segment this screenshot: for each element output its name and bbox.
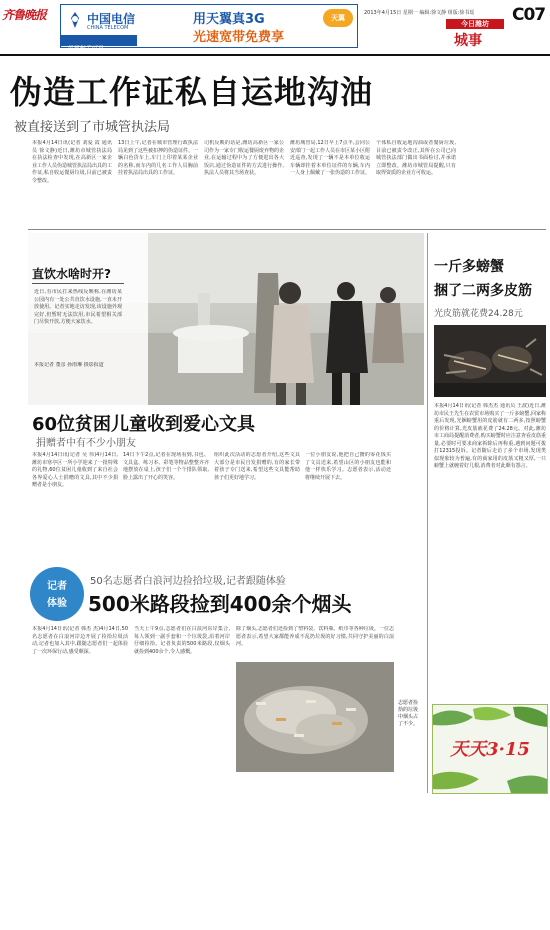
lead-column-2: 13日上午,记者在城市管理行政执法局见到了这些被扣押的伪造证件。一辆白色货车上,车门上印着某某企业的名称,而车内的几名工作人员胸前挂着执法局出具的工作证。 (118, 140, 198, 176)
lead-bottom-rule (28, 229, 546, 230)
ad-brand-en: CHINA TELECOM (87, 25, 129, 31)
ad-headline: 用天翼真3G (193, 12, 265, 27)
consumer-rights-ad[interactable] (432, 704, 548, 794)
lead-subhead: 被直接送到了市城管执法局 (14, 120, 171, 135)
issue-date: 2013年4月15日 星期一 编辑:徐文静 组版:徐书瑶 (364, 10, 475, 16)
story2-column-4: 一位小朋友说,他把自己攒的零花钱买了文具送来,希望山区的小朋友也能和他一样快乐学习。志愿者表示,活动还将继续开展下去。 (305, 452, 391, 481)
ad-slogan-bar (61, 35, 137, 52)
newspaper-logo (2, 4, 58, 24)
ad-brand-cn: 中国电信 (87, 12, 136, 26)
story3-column-2: 当天上午9点,志愿者们在白浪河东岸集合,每人领到一副手套和一个垃圾袋,沿着河岸仔细捡拾。记者负责的500米路段,仅烟头就捡到400余个,令人感慨。 (134, 626, 230, 655)
telecom-ad[interactable] (60, 4, 358, 52)
water-feature-title: 直饮水啥时开? (32, 267, 111, 281)
section-title: 城事 (454, 33, 482, 49)
water-feature-rule (32, 283, 124, 284)
story3-column-3: 除了烟头,志愿者们还捡到了塑料袋、饮料瓶、纸巾等各种垃圾。一位志愿者表示,希望大家都能养成不乱扔垃圾的好习惯,共同守护美丽的白浪河。 (236, 626, 394, 647)
story3-column-1: 本报4月14日讯(记者 韩杰 杰)4月14日,50名志愿者在白浪河岸边开展了捡拾垃圾活动,记者也加入其中,跟随志愿者们一起体验了一次环保行动,感受颇深。 (32, 626, 128, 655)
story2-subtitle: 捐赠者中有不少小朋友 (36, 438, 136, 449)
cigarette-photo-caption: 志愿者捡拾的垃圾中烟头占了不少。 (398, 700, 419, 727)
crab-subtitle: 光皮筋就花费24.28元 (434, 309, 523, 319)
lead-column-5: 个体私自收运地沟油或者餐厨垃圾,目前已被责令改正,其所在公司已向城管执法部门做出书面检讨,并承诺立即整改。潍坊市城管局提醒,只有取得资质的企业方可收运。 (376, 140, 456, 176)
story3-title: 500米路段捡到400余个烟头 (88, 592, 352, 616)
tianyi-label: 天翼 (331, 14, 345, 22)
story2-column-1: 本报4月14日讯(记者 吴 伟)4月14日,潍坊市寒亭区一所小学迎来了一批特殊的礼物,60位贫困儿童收到了来自社会各界爱心人士捐赠的文具,其中不少捐赠者是小朋友。 (32, 452, 118, 488)
badge-top-text: 记者 (47, 581, 67, 592)
story2-column-3: 组织此次活动的志愿者介绍,这些文具大部分是市民自发捐赠的,有的家长带着孩子专门送来,希望这些文具能帮助孩子们更好地学习。 (214, 452, 300, 481)
crab-title-line2: 捆了二两多皮筋 (434, 283, 532, 299)
masthead-rule (0, 54, 550, 56)
story2-title: 60位贫困儿童收到爱心文具 (32, 414, 256, 435)
ad-slogan: 世界触手可及 (67, 45, 104, 52)
section-tag (446, 19, 504, 29)
consumer-rights-ad-text: 天天3·15 (450, 739, 530, 760)
right-column-divider (427, 233, 428, 793)
telecom-logo-icon (65, 10, 85, 30)
story3-kicker: 50名志愿者白浪河边捡拾垃圾,记者跟随体验 (90, 576, 286, 587)
lead-headline: 伪造工作证私自运地沟油 (10, 73, 374, 111)
section-tag-label: 今日潍坊 (461, 20, 489, 28)
ad-subline: 光速宽带免费享 (193, 30, 285, 45)
tianyi-badge (323, 9, 353, 27)
water-feature-credit: 本报记者 董彦 孙雨琳 摄影报道 (34, 362, 104, 368)
crab-body: 本报4月14日讯(记者 韩杰杰 通讯员 王波)近日,潍坊市民王先生在农贸市场购买了一斤多螃蟹,回家称重后发现,光捆螃蟹用的皮筋就有二两多,按照螃蟹的价格计算,光皮筋就花费了24.28元。对此,潍坊市工商局提醒消费者,购买螃蟹时应注意查看皮筋重量,必要时可要求商家拆除后再称重,遇到问题可拨打12315投诉。记者随后走访了多个市场,发现类似现象较为普遍,有的商家用的皮筋又粗又厚,一只螃蟹上就缠着好几根,消费者对此颇有怨言。 (434, 403, 546, 469)
page-number: C07 (512, 5, 546, 25)
logo-text: 齐鲁晚报 (2, 8, 47, 22)
crab-title-line1: 一斤多螃蟹 (434, 259, 504, 275)
cigarette-butts-photo (236, 662, 394, 772)
reporter-badge (30, 567, 84, 621)
crab-photo (434, 325, 546, 397)
story2-column-2: 14日下午2点,记者在现场看到,书包、文具盒、练习本、彩笔等物品整整齐齐地摆放在桌上,孩子们一个个排队领取,脸上露出了开心的笑容。 (123, 452, 209, 481)
water-feature-body: 近日,有市民打来热线反映称,在潍坊某公园内有一处公共直饮水设施,一直未开放使用。记者实地走访发现,该设施外观完好,但暂时无法饮用,市民希望相关部门尽快开放,方便大家饮水。 (34, 289, 122, 325)
badge-bottom-text: 体验 (47, 598, 67, 609)
masthead (0, 0, 550, 52)
lead-column-1: 本报4月14日讯(记者 刘爱 霞 通讯员 徐文静)近日,潍坊市城管执法局在执法检查中发现,在高新区一家企业工作人员伪造城管执法局出具的工作证,私自收运餐厨垃圾,目前已被责令整改。 (32, 140, 112, 184)
lead-column-4: 潍坊城管局,12日早上7点半,会同公安部门一起工作人员在市区某小区附近巡查,发现了一辆不是本单位收运车辆却挂着本单位证件的车辆,车内一人身上佩戴了一张伪造的工作证。 (290, 140, 370, 176)
lead-column-3: 司机反映的话是,潍坊高新区一家公司作为一家专门收运餐厨废弃物的企业,在运输过程中为了方便进出各大饭店,通过伪造证件的方式进行操作,执法人员将其当场查获。 (204, 140, 284, 176)
